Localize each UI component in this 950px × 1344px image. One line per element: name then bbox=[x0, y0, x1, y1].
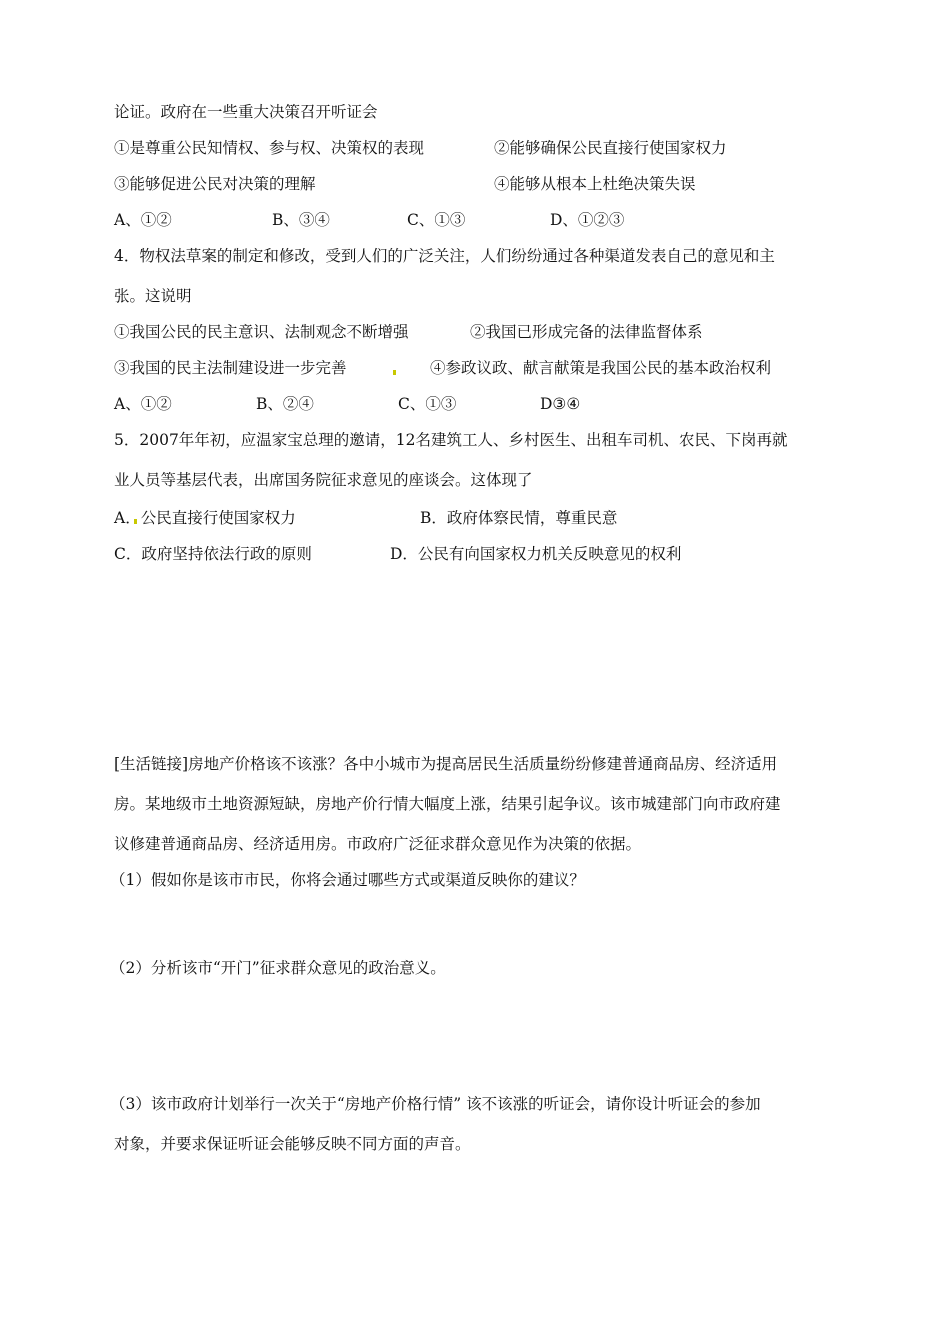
q3-option-a: A、①② bbox=[114, 211, 172, 229]
q5-stem-line-1: 5．2007年年初，应温家宝总理的邀请，12名建筑工人、乡村医生、出租车司机、农民、下岗再就 bbox=[114, 431, 788, 449]
q3-item-2: ②能够确保公民直接行使国家权力 bbox=[494, 139, 727, 157]
q3-item-4: ④能够从根本上杜绝决策失误 bbox=[494, 175, 696, 193]
stray-highlight-mark bbox=[393, 370, 396, 375]
q3-option-c: C、①③ bbox=[407, 211, 466, 229]
life-link-para-line-3: 议修建普通商品房、经济适用房。市政府广泛征求群众意见作为决策的依据。 bbox=[114, 835, 642, 853]
q5-option-d: D．公民有向国家权力机关反映意见的权利 bbox=[390, 545, 682, 563]
q3-option-d: D、①②③ bbox=[550, 211, 625, 229]
q4-stem-line-1: 4．物权法草案的制定和修改，受到人们的广泛关注，人们纷纷通过各种渠道发表自己的意见和主 bbox=[114, 247, 775, 265]
q4-item-4: ④参政议政、献言献策是我国公民的基本政治权利 bbox=[430, 359, 772, 377]
life-link-question-2: （2）分析该市“开门”征求群众意见的政治意义。 bbox=[110, 959, 446, 977]
q5-option-c: C．政府坚持依法行政的原则 bbox=[114, 545, 312, 563]
q3-option-b: B、③④ bbox=[272, 211, 330, 229]
q3-item-1: ①是尊重公民知情权、参与权、决策权的表现 bbox=[114, 139, 425, 157]
q4-item-3: ③我国的民主法制建设进一步完善 bbox=[114, 359, 347, 377]
q3-stem: 论证。政府在一些重大决策召开听证会 bbox=[114, 103, 378, 121]
life-link-para-line-2: 房。某地级市土地资源短缺，房地产价行情大幅度上涨，结果引起争议。该市城建部门向市政府建 bbox=[114, 795, 781, 813]
q4-option-d: D③④ bbox=[540, 395, 581, 413]
q3-item-3: ③能够促进公民对决策的理解 bbox=[114, 175, 316, 193]
q4-item-2: ②我国已形成完备的法律监督体系 bbox=[470, 323, 703, 341]
life-link-question-1: （1）假如你是该市市民，你将会通过哪些方式或渠道反映你的建议？ bbox=[110, 871, 585, 889]
q4-option-b: B、②④ bbox=[256, 395, 314, 413]
q4-item-1: ①我国公民的民主意识、法制观念不断增强 bbox=[114, 323, 409, 341]
q4-option-a: A、①② bbox=[114, 395, 172, 413]
q5-option-a: A．公民直接行使国家权力 bbox=[114, 509, 296, 527]
life-link-question-3-line-2: 对象，并要求保证听证会能够反映不同方面的声音。 bbox=[114, 1135, 471, 1153]
q5-stem-line-2: 业人员等基层代表，出席国务院征求意见的座谈会。这体现了 bbox=[114, 471, 533, 489]
q4-option-c: C、①③ bbox=[398, 395, 457, 413]
life-link-para-line-1: [生活链接]房地产价格该不该涨？各中小城市为提高居民生活质量纷纷修建普通商品房、经济适用 bbox=[114, 755, 778, 773]
life-link-question-3-line-1: （3）该市政府计划举行一次关于“房地产价格行情” 该不该涨的听证会，请你设计听证会的参加 bbox=[110, 1095, 761, 1113]
q4-stem-line-2: 张。这说明 bbox=[114, 287, 192, 305]
q5-option-b: B．政府体察民情，尊重民意 bbox=[420, 509, 618, 527]
